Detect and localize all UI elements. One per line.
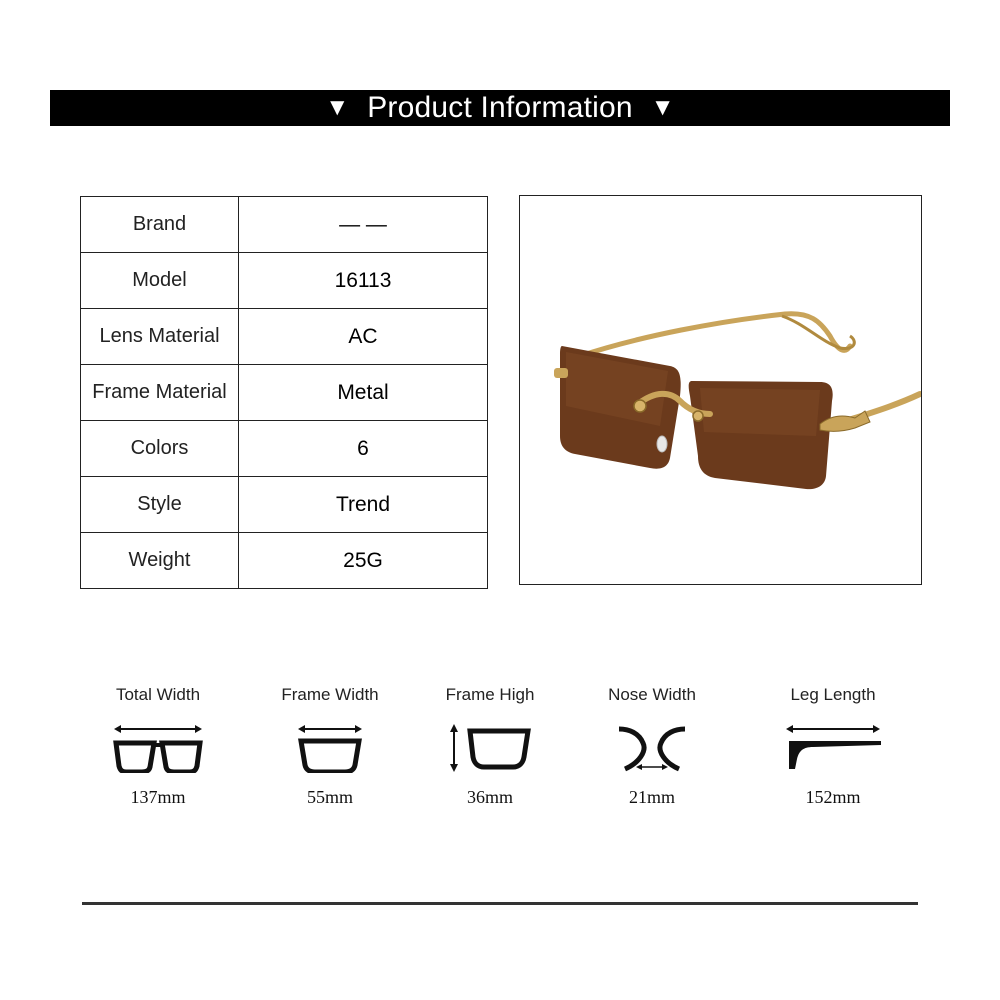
table-row bbox=[81, 477, 488, 533]
measurement-frame-width bbox=[250, 685, 410, 808]
measurement-label: Nose Width bbox=[608, 685, 696, 704]
spec-table bbox=[80, 196, 488, 589]
spec-value: Metal bbox=[239, 365, 488, 421]
table-row bbox=[81, 421, 488, 477]
measurement-list bbox=[70, 685, 930, 835]
spec-value: 16113 bbox=[239, 253, 488, 309]
table-row bbox=[81, 309, 488, 365]
spec-key: Model bbox=[81, 253, 239, 309]
triangle-down-icon: ▼ bbox=[650, 94, 675, 121]
spec-key: Lens Material bbox=[81, 309, 239, 365]
table-row bbox=[81, 197, 488, 253]
product-photo bbox=[519, 195, 922, 585]
spec-value: 25G bbox=[239, 533, 488, 589]
frame-width-icon bbox=[295, 723, 365, 773]
spec-key: Colors bbox=[81, 421, 239, 477]
spec-key: Weight bbox=[81, 533, 239, 589]
leg-length-icon bbox=[783, 723, 883, 773]
sunglasses-photo bbox=[520, 196, 921, 584]
measurement-label: Leg Length bbox=[790, 685, 876, 704]
spec-key: Brand bbox=[81, 197, 239, 253]
bottom-divider bbox=[82, 902, 918, 905]
measurement-value: 137mm bbox=[130, 787, 186, 807]
spec-value: 6 bbox=[239, 421, 488, 477]
table-row bbox=[81, 253, 488, 309]
measurement-label: Frame High bbox=[445, 685, 535, 704]
measurement-label: Frame Width bbox=[281, 685, 379, 704]
measurement-value: 152mm bbox=[805, 787, 861, 807]
spec-value: AC bbox=[239, 309, 488, 365]
measurement-value: 55mm bbox=[306, 787, 353, 807]
spec-key: Frame Material bbox=[81, 365, 239, 421]
spec-value: — — bbox=[239, 197, 488, 253]
triangle-down-icon: ▼ bbox=[325, 94, 350, 121]
measurement-frame-high bbox=[410, 685, 570, 808]
measurement-total-width bbox=[78, 685, 238, 808]
nose-width-icon bbox=[617, 723, 687, 773]
section-banner bbox=[50, 90, 950, 126]
total-width-icon bbox=[112, 723, 204, 773]
table-row bbox=[81, 365, 488, 421]
spec-key: Style bbox=[81, 477, 239, 533]
spec-value: Trend bbox=[239, 477, 488, 533]
measurement-value: 36mm bbox=[466, 787, 513, 807]
table-row bbox=[81, 533, 488, 589]
frame-high-icon bbox=[448, 723, 532, 773]
measurement-value: 21mm bbox=[628, 787, 675, 807]
measurement-leg-length bbox=[753, 685, 913, 808]
section-title: Product Information bbox=[367, 91, 633, 124]
measurement-label: Total Width bbox=[115, 685, 201, 704]
measurement-nose-width bbox=[572, 685, 732, 808]
